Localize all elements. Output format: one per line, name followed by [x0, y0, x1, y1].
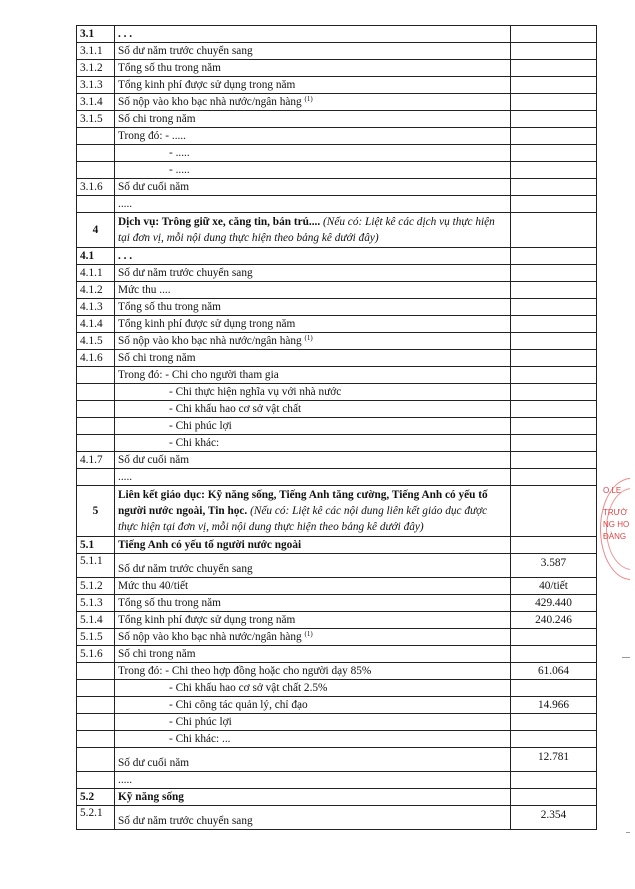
row-value — [511, 316, 597, 333]
row-number: 5.1 — [77, 537, 115, 554]
row-content — [115, 401, 511, 418]
table-row — [77, 401, 597, 418]
row-content — [115, 60, 511, 77]
row-content — [115, 554, 511, 578]
table-row — [77, 680, 597, 697]
row-label: - ..... — [169, 163, 190, 176]
row-value: 12.781 — [511, 748, 597, 772]
row-value: 61.064 — [511, 663, 597, 680]
row-number: 4.1.4 — [77, 316, 115, 333]
row-content — [115, 384, 511, 401]
table-row — [77, 145, 597, 162]
section-note: (Nếu có: Liệt kê các dịch vụ thực hiện tại đơn vị, mỗi nội dung thực hiện theo bảng kê dưới đây) — [118, 216, 495, 244]
table-row — [77, 731, 597, 748]
row-label: - Chi phúc lợi — [169, 715, 232, 728]
row-content — [115, 43, 511, 60]
row-content — [115, 111, 511, 128]
row-value — [511, 714, 597, 731]
table-row — [77, 806, 597, 830]
row-number: 4.1.1 — [77, 265, 115, 282]
row-label: Số dư năm trước chuyển sang — [118, 266, 253, 279]
row-number: 4.1.5 — [77, 333, 115, 350]
row-number — [77, 697, 115, 714]
table-row — [77, 367, 597, 384]
row-value — [511, 731, 597, 748]
row-number — [77, 772, 115, 789]
row-content — [115, 748, 511, 772]
row-value — [511, 452, 597, 469]
row-value — [511, 111, 597, 128]
row-number: 3.1.1 — [77, 43, 115, 60]
table-row — [77, 77, 597, 94]
row-number: 4 — [77, 213, 115, 248]
row-content — [115, 418, 511, 435]
table-row — [77, 179, 597, 196]
row-value: 429.440 — [511, 595, 597, 612]
row-label: Số nộp vào kho bạc nhà nước/ngân hàng — [118, 95, 302, 108]
row-number: 5.1.1 — [77, 554, 115, 578]
row-number — [77, 731, 115, 748]
row-value — [511, 282, 597, 299]
row-value — [511, 401, 597, 418]
row-number — [77, 384, 115, 401]
row-content — [115, 469, 511, 486]
row-label: Trong đó: - Chi theo hợp đồng hoặc cho người dạy 85% — [118, 664, 372, 677]
row-value — [511, 646, 597, 663]
table-row — [77, 333, 597, 350]
row-label: ..... — [118, 773, 133, 786]
table-row — [77, 697, 597, 714]
row-content — [115, 145, 511, 162]
row-content — [115, 806, 511, 830]
table-row — [77, 213, 597, 248]
row-number: 5.2.1 — [77, 806, 115, 830]
row-value — [511, 299, 597, 316]
row-content — [115, 731, 511, 748]
row-number: 4.1.2 — [77, 282, 115, 299]
section-title: Dịch vụ: Trông giữ xe, căng tin, bán trú.... — [118, 216, 321, 228]
row-value — [511, 128, 597, 145]
row-number: 5.1.6 — [77, 646, 115, 663]
row-label: Số dư năm trước chuyển sang — [118, 815, 253, 827]
row-label: Tổng số thu trong năm — [118, 61, 221, 74]
row-number — [77, 128, 115, 145]
table-row — [77, 350, 597, 367]
row-content — [115, 213, 511, 248]
table-row — [77, 537, 597, 554]
row-content — [115, 179, 511, 196]
row-number: 4.1.3 — [77, 299, 115, 316]
row-value — [511, 680, 597, 697]
row-number — [77, 469, 115, 486]
row-label: Tổng kinh phí được sử dụng trong năm — [118, 317, 296, 330]
row-value — [511, 537, 597, 554]
table-row — [77, 578, 597, 595]
row-label: Tổng số thu trong năm — [118, 596, 221, 609]
row-value — [511, 367, 597, 384]
row-value — [511, 772, 597, 789]
row-label: Số dư năm trước chuyển sang — [118, 44, 253, 57]
row-content — [115, 714, 511, 731]
row-label: Số nộp vào kho bạc nhà nước/ngân hàng — [118, 334, 302, 347]
row-label: ..... — [118, 470, 133, 483]
row-value — [511, 486, 597, 537]
seal-outer-ring — [600, 478, 630, 580]
row-value — [511, 789, 597, 806]
row-number — [77, 401, 115, 418]
row-content — [115, 196, 511, 213]
table-row — [77, 282, 597, 299]
row-label: Số nộp vào kho bạc nhà nước/ngân hàng — [118, 630, 302, 643]
row-value — [511, 248, 597, 265]
row-label: Số chi trong năm — [118, 112, 196, 125]
row-number: 3.1.6 — [77, 179, 115, 196]
row-number: 5.1.4 — [77, 612, 115, 629]
table-row — [77, 612, 597, 629]
row-label: - Chi khác: — [169, 436, 220, 449]
row-number — [77, 435, 115, 452]
row-value — [511, 196, 597, 213]
table-row — [77, 714, 597, 731]
row-content — [115, 612, 511, 629]
row-value — [511, 162, 597, 179]
row-number: 5.1.5 — [77, 629, 115, 646]
table-row — [77, 452, 597, 469]
row-value — [511, 43, 597, 60]
row-number: 3.1 — [77, 26, 115, 43]
row-value — [511, 333, 597, 350]
row-label: Số chi trong năm — [118, 351, 196, 364]
table-row — [77, 299, 597, 316]
row-content — [115, 350, 511, 367]
row-number: 3.1.3 — [77, 77, 115, 94]
footnote-marker: (1) — [304, 94, 313, 103]
table-row — [77, 111, 597, 128]
row-label: Trong đó: - Chi cho người tham gia — [118, 368, 279, 381]
row-content — [115, 128, 511, 145]
row-number — [77, 196, 115, 213]
table-row — [77, 663, 597, 680]
row-content — [115, 265, 511, 282]
table-row — [77, 94, 597, 111]
row-label: Số dư cuối năm — [118, 453, 190, 466]
row-number: 5.1.3 — [77, 595, 115, 612]
row-number — [77, 145, 115, 162]
table-row — [77, 162, 597, 179]
row-label: - Chi khấu hao cơ sở vật chất 2.5% — [169, 681, 328, 694]
row-number: 4.1.6 — [77, 350, 115, 367]
row-label: Trong đó: - ..... — [118, 129, 187, 142]
table-row — [77, 265, 597, 282]
row-label: . . . — [118, 27, 133, 40]
table-row — [77, 384, 597, 401]
row-label: - ..... — [169, 146, 190, 159]
row-number — [77, 367, 115, 384]
row-content — [115, 772, 511, 789]
row-label: - Chi công tác quản lý, chỉ đạo — [169, 698, 308, 711]
row-value — [511, 179, 597, 196]
footnote-marker: (1) — [304, 333, 313, 342]
row-label: Tổng kinh phí được sử dụng trong năm — [118, 613, 296, 626]
row-label: Tiếng Anh có yếu tố người nước ngoài — [118, 538, 302, 551]
seal-text-line: O.LE — [603, 486, 622, 495]
row-content — [115, 94, 511, 111]
row-content — [115, 697, 511, 714]
official-seal — [600, 478, 630, 582]
row-content — [115, 162, 511, 179]
row-value — [511, 350, 597, 367]
seal-inner-ring — [606, 488, 630, 570]
table-row — [77, 554, 597, 578]
row-label: Tổng số thu trong năm — [118, 300, 221, 313]
footnote-marker: (1) — [304, 629, 313, 638]
row-label: - Chi phúc lợi — [169, 419, 232, 432]
row-value — [511, 418, 597, 435]
table-row — [77, 248, 597, 265]
table-row — [77, 60, 597, 77]
table-row — [77, 748, 597, 772]
row-label: Mức thu 40/tiết — [118, 579, 189, 592]
table-row — [77, 595, 597, 612]
table-row — [77, 26, 597, 43]
seal-text-line: NG HO — [603, 520, 630, 529]
table-row — [77, 316, 597, 333]
row-number: 5.1.2 — [77, 578, 115, 595]
row-number: 3.1.5 — [77, 111, 115, 128]
row-value: 2.354 — [511, 806, 597, 830]
row-content — [115, 282, 511, 299]
table-row — [77, 43, 597, 60]
row-value — [511, 145, 597, 162]
row-label: - Chi khấu hao cơ sở vật chất — [169, 402, 302, 415]
row-content — [115, 595, 511, 612]
margin-mark — [626, 832, 630, 833]
row-value: 40/tiết — [511, 578, 597, 595]
row-content — [115, 789, 511, 806]
row-label: ..... — [118, 197, 133, 210]
row-content — [115, 663, 511, 680]
row-value: 240.246 — [511, 612, 597, 629]
row-content — [115, 578, 511, 595]
seal-text-line: TRƯỜ — [603, 508, 628, 517]
table-row — [77, 646, 597, 663]
row-number: 5.2 — [77, 789, 115, 806]
table-row — [77, 128, 597, 145]
row-content — [115, 452, 511, 469]
table-row — [77, 486, 597, 537]
row-content — [115, 680, 511, 697]
row-content — [115, 26, 511, 43]
row-number — [77, 162, 115, 179]
table-row — [77, 469, 597, 486]
table-row — [77, 629, 597, 646]
financial-report-table — [76, 25, 597, 830]
row-value — [511, 60, 597, 77]
section-title: Liên kết giáo dục: Kỹ năng sống, Tiếng Anh tăng cường, Tiếng Anh có yếu tố người nước ngoài, Tin học. — [118, 489, 488, 517]
row-content — [115, 248, 511, 265]
table-body — [77, 26, 597, 830]
row-value — [511, 265, 597, 282]
row-number — [77, 663, 115, 680]
row-content — [115, 629, 511, 646]
row-content — [115, 316, 511, 333]
row-value — [511, 94, 597, 111]
table-row — [77, 772, 597, 789]
row-label: Tổng kinh phí được sử dụng trong năm — [118, 78, 296, 91]
table-row — [77, 196, 597, 213]
row-number: 3.1.4 — [77, 94, 115, 111]
row-content — [115, 333, 511, 350]
row-content — [115, 367, 511, 384]
row-value: 14.966 — [511, 697, 597, 714]
row-label: Mức thu .... — [118, 283, 171, 296]
row-value — [511, 213, 597, 248]
row-label: - Chi khác: ... — [169, 732, 231, 745]
row-value — [511, 435, 597, 452]
row-label: Số dư cuối năm — [118, 757, 190, 769]
row-number: 5 — [77, 486, 115, 537]
row-number: 3.1.2 — [77, 60, 115, 77]
row-number — [77, 714, 115, 731]
table-row — [77, 789, 597, 806]
row-content — [115, 77, 511, 94]
row-value — [511, 26, 597, 43]
row-value — [511, 469, 597, 486]
row-label: Số chi trong năm — [118, 647, 196, 660]
row-content — [115, 646, 511, 663]
row-value: 3.587 — [511, 554, 597, 578]
row-number — [77, 680, 115, 697]
row-label: . . . — [118, 249, 133, 262]
row-content — [115, 537, 511, 554]
row-content — [115, 299, 511, 316]
row-content — [115, 486, 511, 537]
row-label: - Chi thực hiện nghĩa vụ với nhà nước — [169, 385, 342, 398]
row-value — [511, 77, 597, 94]
row-content — [115, 435, 511, 452]
row-label: Kỹ năng sống — [118, 790, 184, 803]
row-number: 4.1 — [77, 248, 115, 265]
row-number: 4.1.7 — [77, 452, 115, 469]
section-note: (Nếu có: Liệt kê các nội dung liên kết giáo dục được thực hiện tại đơn vị, mỗi nội dung thực hiện theo bảng kê dưới đây) — [118, 505, 488, 533]
seal-text-line: ĐÀNG — [603, 532, 627, 541]
table-row — [77, 435, 597, 452]
row-value — [511, 629, 597, 646]
margin-mark — [622, 657, 630, 658]
table-row — [77, 418, 597, 435]
row-value — [511, 384, 597, 401]
row-label: Số dư năm trước chuyển sang — [118, 563, 253, 575]
row-number — [77, 748, 115, 772]
row-number — [77, 418, 115, 435]
row-label: Số dư cuối năm — [118, 180, 190, 193]
